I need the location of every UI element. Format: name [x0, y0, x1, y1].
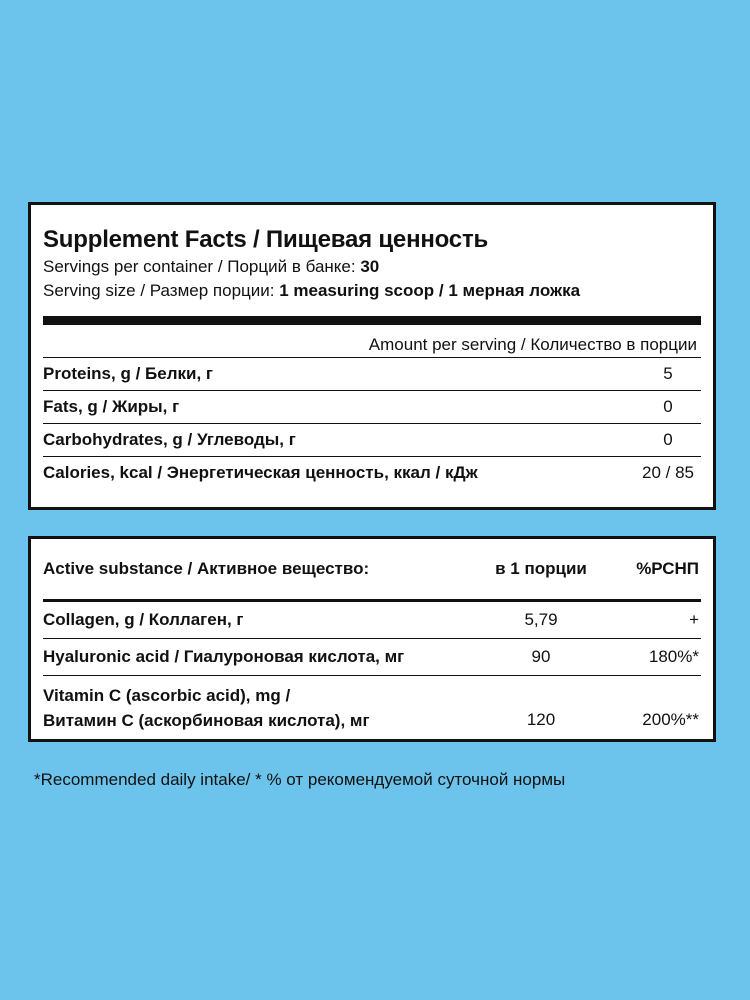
nutrient-value: 20 / 85 — [642, 463, 694, 482]
active-substances-panel — [28, 536, 716, 742]
active-row-vitamin-c — [43, 676, 701, 740]
active-row-collagen — [43, 602, 701, 639]
servings-label: Servings per container / Порций в банке: — [43, 257, 361, 276]
header-per-portion: в 1 порции — [495, 559, 587, 578]
nutrient-value: 0 — [663, 430, 673, 449]
nutrient-label: Fats, g / Жиры, г — [43, 397, 180, 416]
header-rdi: %РСНП — [636, 559, 699, 578]
active-table-header — [43, 539, 701, 602]
nutrient-row-proteins — [43, 357, 701, 390]
substance-label — [43, 683, 475, 733]
amount-per-serving-header: Amount per serving / Количество в порции — [368, 335, 697, 354]
nutrient-label: Proteins, g / Белки, г — [43, 364, 213, 383]
substance-rdi: 200%** — [642, 710, 699, 729]
nutrient-value: 0 — [663, 397, 673, 416]
serving-size-value: 1 measuring scoop / 1 мерная ложка — [279, 281, 581, 300]
header-substance: Active substance / Активное вещество: — [43, 559, 370, 578]
serving-size — [43, 279, 701, 303]
supplement-facts-panel — [28, 202, 716, 510]
thick-divider — [43, 316, 701, 325]
footnote: *Recommended daily intake/ * % от рекомендуемой суточной нормы — [34, 770, 566, 789]
substance-amount: 120 — [526, 710, 556, 729]
substance-rdi: + — [689, 610, 699, 629]
substance-rdi: 180%* — [648, 647, 699, 666]
nutrient-row-carbohydrates — [43, 423, 701, 456]
nutrient-row-fats — [43, 390, 701, 423]
nutrient-label: Carbohydrates, g / Углеводы, г — [43, 430, 296, 449]
substance-label: Collagen, g / Коллаген, г — [43, 610, 244, 629]
substance-amount: 90 — [531, 647, 551, 666]
active-row-hyaluronic-acid — [43, 639, 701, 676]
substance-label-line2: Витамин C (аскорбиновая кислота), мг — [43, 711, 370, 730]
substance-label: Hyaluronic acid / Гиалуроновая кислота, мг — [43, 647, 405, 666]
nutrient-value: 5 — [663, 364, 673, 383]
serving-size-label: Serving size / Размер порции: — [43, 281, 280, 300]
nutrient-row-calories — [43, 456, 701, 489]
nutrient-label: Calories, kcal / Энергетическая ценность, ккал / кДж — [43, 463, 478, 482]
facts-title: Supplement Facts / Пищевая ценность — [43, 226, 489, 253]
servings-per-container — [43, 255, 701, 279]
substance-label-line1: Vitamin C (ascorbic acid), mg / — [43, 686, 291, 705]
servings-value: 30 — [360, 257, 380, 276]
substance-amount: 5,79 — [524, 610, 558, 629]
